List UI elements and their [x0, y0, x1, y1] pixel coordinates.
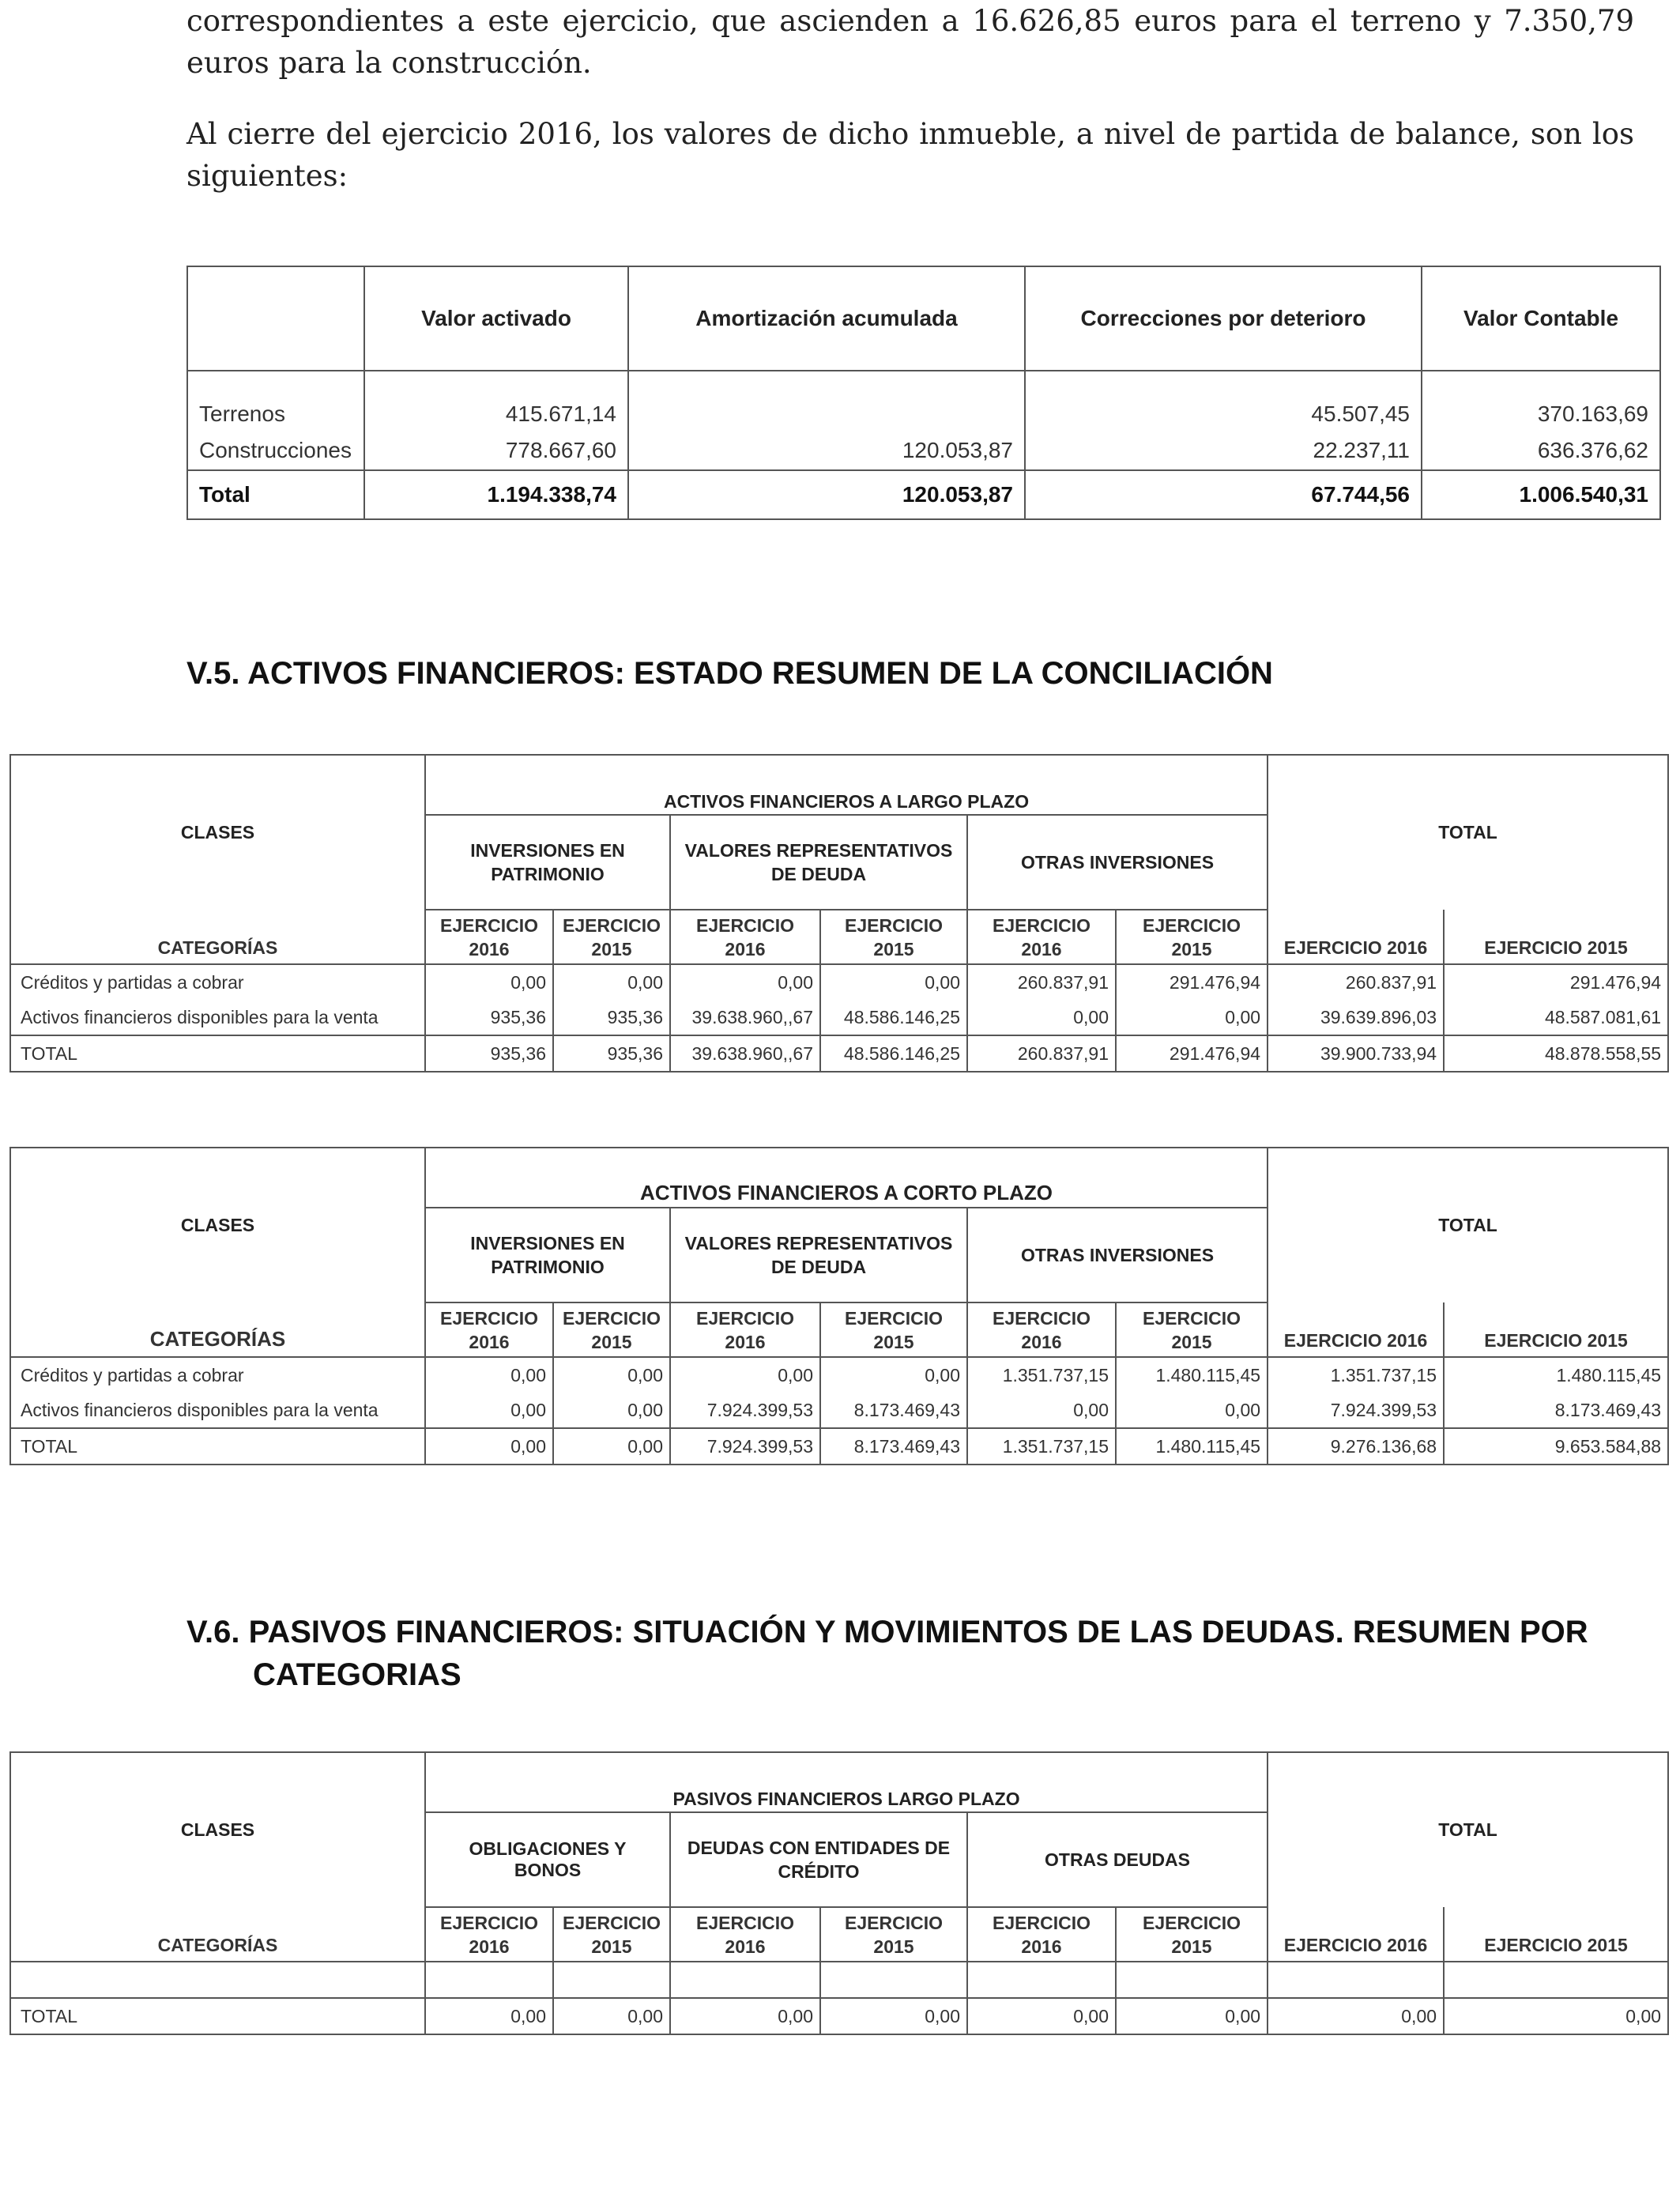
cell: 120.053,87 — [628, 470, 1025, 519]
cell: 1.194.338,74 — [364, 470, 628, 519]
sub-header: OTRAS INVERSIONES — [967, 1208, 1268, 1302]
total-header: TOTAL — [1268, 1148, 1668, 1302]
table-row — [187, 432, 1660, 470]
cell: 0,00 — [670, 1357, 820, 1393]
cell: 48.587.081,61 — [1444, 1000, 1668, 1035]
ej-header: EJERCICIO 2015 — [820, 910, 967, 964]
cell: 48.586.146,25 — [820, 1035, 967, 1072]
row-label: Total — [187, 470, 364, 519]
section-title: PASIVOS FINANCIEROS: SITUACIÓN Y MOVIMIENTOS DE LAS DEUDAS. RESUMEN POR — [248, 1615, 1588, 1649]
total-row — [10, 1035, 1668, 1072]
cell: 0,00 — [967, 1998, 1116, 2034]
cell: 0,00 — [967, 1000, 1116, 1035]
section-heading-v5 — [186, 656, 1273, 692]
header-correcciones: Correcciones por deterioro — [1025, 266, 1422, 371]
cell: 45.507,45 — [1025, 371, 1422, 432]
group-header: PASIVOS FINANCIEROS LARGO PLAZO — [425, 1752, 1268, 1812]
ej-header: EJERCICIO 2016 — [670, 1302, 820, 1357]
sub-header: OTRAS INVERSIONES — [967, 815, 1268, 910]
total-row — [187, 470, 1660, 519]
cell: 291.476,94 — [1116, 964, 1268, 1000]
cell: 67.744,56 — [1025, 470, 1422, 519]
ej-header: EJERCICIO 2015 — [553, 910, 670, 964]
cell: 22.237,11 — [1025, 432, 1422, 470]
cell: 1.480.115,45 — [1116, 1428, 1268, 1465]
total-row — [10, 1428, 1668, 1465]
ej-header: EJERCICIO 2015 — [553, 1907, 670, 1962]
cell: 0,00 — [425, 964, 553, 1000]
sub-header: DEUDAS CON ENTIDADES DE CRÉDITO — [670, 1812, 967, 1907]
ej-header: EJERCICIO 2015 — [1116, 1302, 1268, 1357]
ej-header: EJERCICIO 2016 — [670, 910, 820, 964]
cell: 370.163,69 — [1422, 371, 1660, 432]
cell: 0,00 — [553, 1428, 670, 1465]
ej2015-header: EJERCICIO 2015 — [1444, 1302, 1668, 1357]
ej-header: EJERCICIO 2015 — [1116, 1907, 1268, 1962]
cell: 1.351.737,15 — [967, 1357, 1116, 1393]
empty-row — [10, 1962, 1668, 1998]
cell: 1.480.115,45 — [1444, 1357, 1668, 1393]
cell: 0,00 — [670, 964, 820, 1000]
total-row — [10, 1998, 1668, 2034]
row-label: TOTAL — [10, 1428, 425, 1465]
row-label: TOTAL — [10, 1998, 425, 2034]
cell: 39.638.960,,67 — [670, 1000, 820, 1035]
header-empty — [187, 266, 364, 371]
ej-header: EJERCICIO 2015 — [553, 1302, 670, 1357]
cell: 0,00 — [820, 964, 967, 1000]
total-header: TOTAL — [1268, 1752, 1668, 1907]
ej2015-header: EJERCICIO 2015 — [1444, 1907, 1668, 1962]
row-label: Terrenos — [187, 371, 364, 432]
section-heading-v6 — [186, 1611, 1588, 1696]
cell: 0,00 — [553, 1998, 670, 2034]
cell: 0,00 — [670, 1998, 820, 2034]
ej2016-header: EJERCICIO 2016 — [1268, 910, 1444, 964]
cell: 7.924.399,53 — [1268, 1393, 1444, 1428]
section-title-line2: CATEGORIAS — [253, 1657, 461, 1692]
cell: 0,00 — [553, 1357, 670, 1393]
table-row — [10, 1393, 1668, 1428]
cell: 0,00 — [820, 1998, 967, 2034]
activos-corto-plazo-table — [9, 1147, 1669, 1465]
ej-header: EJERCICIO 2016 — [425, 910, 553, 964]
sub-header: INVERSIONES EN PATRIMONIO — [425, 815, 670, 910]
cell: 39.639.896,03 — [1268, 1000, 1444, 1035]
cell: 0,00 — [1268, 1998, 1444, 2034]
cell: 0,00 — [1116, 1393, 1268, 1428]
cell: 0,00 — [553, 964, 670, 1000]
row-label: Construcciones — [187, 432, 364, 470]
cell: 8.173.469,43 — [1444, 1393, 1668, 1428]
sub-header: OBLIGACIONES Y BONOS — [425, 1812, 670, 1907]
cell: 0,00 — [425, 1998, 553, 2034]
cell: 1.480.115,45 — [1116, 1357, 1268, 1393]
sub-header: VALORES REPRESENTATIVOS DE DEUDA — [670, 1208, 967, 1302]
cell: 7.924.399,53 — [670, 1428, 820, 1465]
ej-header: EJERCICIO 2016 — [425, 1302, 553, 1357]
cell: 0,00 — [1116, 1998, 1268, 2034]
ej-header: EJERCICIO 2015 — [820, 1907, 967, 1962]
clases-header: CLASES — [10, 1148, 425, 1302]
cell: 415.671,14 — [364, 371, 628, 432]
cell: 935,36 — [553, 1000, 670, 1035]
cell: 260.837,91 — [967, 1035, 1116, 1072]
cell: 0,00 — [967, 1393, 1116, 1428]
table-row — [10, 1000, 1668, 1035]
row-label: Créditos y partidas a cobrar — [10, 1357, 425, 1393]
row-label: Activos financieros disponibles para la venta — [10, 1000, 425, 1035]
cell: 9.276.136,68 — [1268, 1428, 1444, 1465]
cell: 39.900.733,94 — [1268, 1035, 1444, 1072]
cell: 9.653.584,88 — [1444, 1428, 1668, 1465]
categorias-header: CATEGORÍAS — [10, 1907, 425, 1962]
header-amortizacion: Amortización acumulada — [628, 266, 1025, 371]
ej-header: EJERCICIO 2015 — [1116, 910, 1268, 964]
sub-header: VALORES REPRESENTATIVOS DE DEUDA — [670, 815, 967, 910]
sub-header: INVERSIONES EN PATRIMONIO — [425, 1208, 670, 1302]
ej-header: EJERCICIO 2016 — [670, 1907, 820, 1962]
cell: 1.351.737,15 — [1268, 1357, 1444, 1393]
ej-header: EJERCICIO 2016 — [967, 1302, 1116, 1357]
cell: 1.351.737,15 — [967, 1428, 1116, 1465]
pasivos-largo-plazo-table — [9, 1751, 1669, 2035]
cell: 291.476,94 — [1444, 964, 1668, 1000]
cell: 636.376,62 — [1422, 432, 1660, 470]
ej2015-header: EJERCICIO 2015 — [1444, 910, 1668, 964]
cell: 8.173.469,43 — [820, 1393, 967, 1428]
sub-header: OTRAS DEUDAS — [967, 1812, 1268, 1907]
total-header: TOTAL — [1268, 755, 1668, 910]
cell: 935,36 — [425, 1000, 553, 1035]
cell: 0,00 — [820, 1357, 967, 1393]
header-valor-activado: Valor activado — [364, 266, 628, 371]
row-label: Activos financieros disponibles para la venta — [10, 1393, 425, 1428]
table-row — [10, 1357, 1668, 1393]
cell: 0,00 — [425, 1428, 553, 1465]
table-row — [187, 371, 1660, 432]
cell — [628, 371, 1025, 432]
clases-header: CLASES — [10, 1752, 425, 1907]
intro-paragraph-2: Al cierre del ejercicio 2016, los valores de dicho inmueble, a nivel de partida de balance, son los siguientes: — [186, 117, 1634, 193]
ej-header: EJERCICIO 2015 — [820, 1302, 967, 1357]
inmueble-values-table — [186, 266, 1661, 520]
section-title: ACTIVOS FINANCIEROS: ESTADO RESUMEN DE LA CONCILIACIÓN — [247, 656, 1273, 691]
section-number: V.5. — [186, 656, 240, 691]
cell: 0,00 — [425, 1357, 553, 1393]
table-row — [10, 964, 1668, 1000]
cell: 0,00 — [553, 1393, 670, 1428]
ej-header: EJERCICIO 2016 — [967, 910, 1116, 964]
ej2016-header: EJERCICIO 2016 — [1268, 1907, 1444, 1962]
ej-header: EJERCICIO 2016 — [425, 1907, 553, 1962]
row-label: TOTAL — [10, 1035, 425, 1072]
cell: 48.878.558,55 — [1444, 1035, 1668, 1072]
cell: 260.837,91 — [1268, 964, 1444, 1000]
ej-header: EJERCICIO 2016 — [967, 1907, 1116, 1962]
cell: 120.053,87 — [628, 432, 1025, 470]
ej2016-header: EJERCICIO 2016 — [1268, 1302, 1444, 1357]
cell: 778.667,60 — [364, 432, 628, 470]
categorias-header: CATEGORÍAS — [10, 1302, 425, 1357]
cell: 291.476,94 — [1116, 1035, 1268, 1072]
categorias-header: CATEGORÍAS — [10, 910, 425, 964]
clases-header: CLASES — [10, 755, 425, 910]
activos-largo-plazo-table — [9, 754, 1669, 1072]
group-header: ACTIVOS FINANCIEROS A CORTO PLAZO — [425, 1148, 1268, 1208]
cell: 48.586.146,25 — [820, 1000, 967, 1035]
cell: 260.837,91 — [967, 964, 1116, 1000]
row-label: Créditos y partidas a cobrar — [10, 964, 425, 1000]
cell: 0,00 — [425, 1393, 553, 1428]
header-valor-contable: Valor Contable — [1422, 266, 1660, 371]
cell: 935,36 — [553, 1035, 670, 1072]
section-number: V.6. — [186, 1615, 240, 1649]
cell: 39.638.960,,67 — [670, 1035, 820, 1072]
intro-paragraph-1: correspondientes a este ejercicio, que ascienden a 16.626,85 euros para el terreno y 7.350,79 euros para la construcción. — [186, 4, 1634, 80]
cell: 7.924.399,53 — [670, 1393, 820, 1428]
cell: 0,00 — [1444, 1998, 1668, 2034]
group-header: ACTIVOS FINANCIEROS A LARGO PLAZO — [425, 755, 1268, 815]
cell: 8.173.469,43 — [820, 1428, 967, 1465]
cell: 1.006.540,31 — [1422, 470, 1660, 519]
cell: 935,36 — [425, 1035, 553, 1072]
cell: 0,00 — [1116, 1000, 1268, 1035]
